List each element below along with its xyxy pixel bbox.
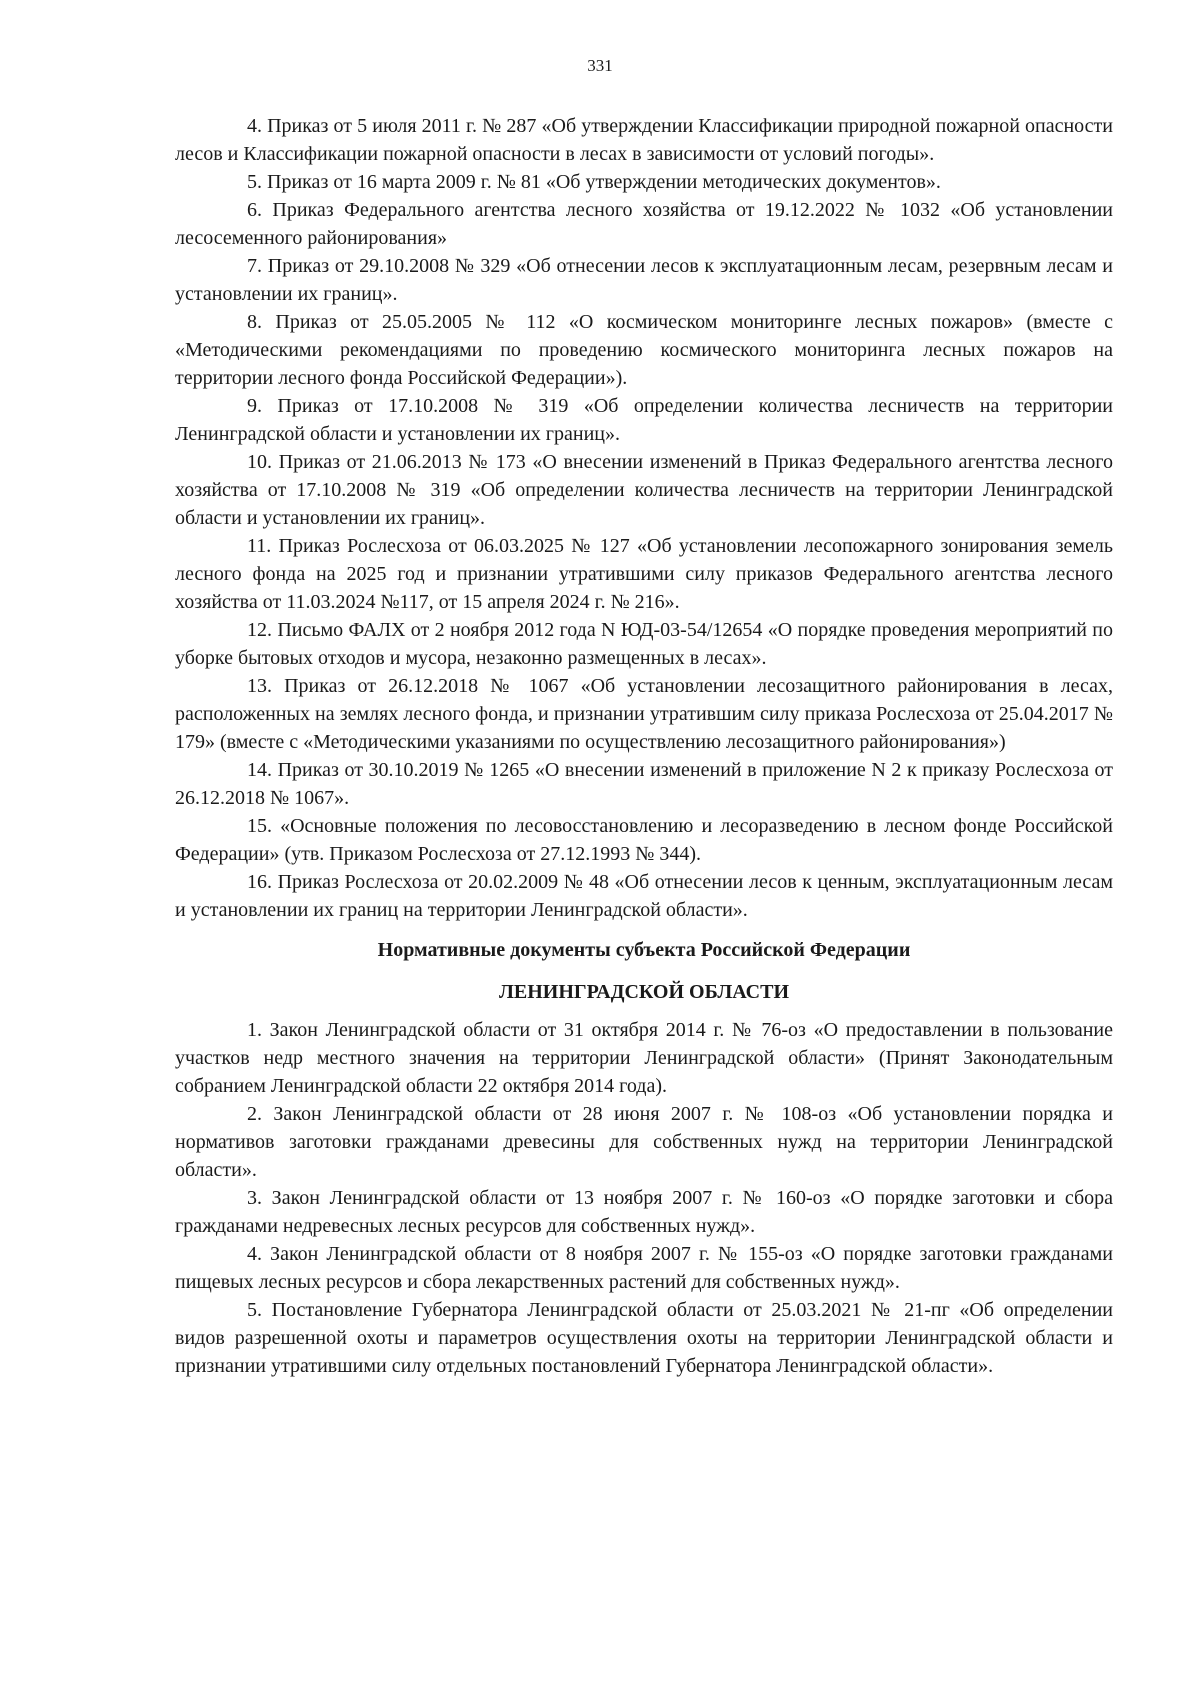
list-item: 1. Закон Ленинградской области от 31 октября 2014 г. № 76-оз «О предоставлении в пользование участков недр местного значения на территории Ленинградской области» (Принят Законодательным собранием Ленинградской области 22 октября 2014 года). (175, 1019, 1113, 1097)
list-item: 13. Приказ от 26.12.2018 № 1067 «Об установлении лесозащитного районирования в лесах, расположенных на землях лесного фонда, и признании утратившим силу приказа Рослесхоза от 25.04.2017 № 179» (вместе с «Методическими указаниями по осуществлению лесозащитного районирования») (175, 675, 1113, 753)
list-item: 9. Приказ от 17.10.2008 № 319 «Об определении количества лесничеств на территории Ленинградской области и установлении их границ». (175, 395, 1113, 445)
regional-documents-list (175, 1016, 1113, 1380)
list-item: 2. Закон Ленинградской области от 28 июня 2007 г. № 108-оз «Об установлении порядка и нормативов заготовки гражданами древесины для собственных нужд на территории Ленинградской области». (175, 1103, 1113, 1181)
list-item: 15. «Основные положения по лесовосстановлению и лесоразведению в лесном фонде Российской Федерации» (утв. Приказом Рослесхоза от 27.12.1993 № 344). (175, 815, 1113, 865)
list-item: 14. Приказ от 30.10.2019 № 1265 «О внесении изменений в приложение N 2 к приказу Рослесхоза от 26.12.2018 № 1067». (175, 759, 1113, 809)
list-item: 5. Постановление Губернатора Ленинградской области от 25.03.2021 № 21-пг «Об определении видов разрешенной охоты и параметров осуществления охоты на территории Ленинградской области и признании утратившими силу отдельных постановлений Губернатора Ленинградской области». (175, 1299, 1113, 1377)
list-item: 5. Приказ от 16 марта 2009 г. № 81 «Об утверждении методических документов». (247, 171, 941, 193)
list-item: 4. Закон Ленинградской области от 8 ноября 2007 г. № 155-оз «О порядке заготовки гражданами пищевых лесных ресурсов и сбора лекарственных растений для собственных нужд». (175, 1243, 1113, 1293)
list-item: 4. Приказ от 5 июля 2011 г. № 287 «Об утверждении Классификации природной пожарной опасности лесов и Классификации пожарной опасности в лесах в зависимости от условий погоды». (175, 115, 1113, 165)
page-number: 331 (587, 56, 613, 75)
section-heading: Нормативные документы субъекта Российской Федерации (377, 939, 911, 961)
list-item: 6. Приказ Федерального агентства лесного хозяйства от 19.12.2022 № 1032 «Об установлении лесосеменного районирования» (175, 199, 1113, 249)
list-item: 11. Приказ Рослесхоза от 06.03.2025 № 127 «Об установлении лесопожарного зонирования земель лесного фонда на 2025 год и признании утратившими силу приказов Федерального агентства лесного хозяйства от 11.03.2024 №117, от 15 апреля 2024 г. № 216». (175, 535, 1113, 613)
list-item: 16. Приказ Рослесхоза от 20.02.2009 № 48 «Об отнесении лесов к ценным, эксплуатационным лесам и установлении их границ на территории Ленинградской области». (175, 871, 1113, 921)
list-item: 12. Письмо ФАЛХ от 2 ноября 2012 года N ЮД-03-54/12654 «О порядке проведения мероприятий по уборке бытовых отходов и мусора, незаконно размещенных в лесах». (175, 619, 1113, 669)
list-item: 3. Закон Ленинградской области от 13 ноября 2007 г. № 160-оз «О порядке заготовки и сбора гражданами недревесных лесных ресурсов для собственных нужд». (175, 1187, 1113, 1237)
list-item: 7. Приказ от 29.10.2008 № 329 «Об отнесении лесов к эксплуатационным лесам, резервным лесам и установлении их границ». (175, 255, 1113, 305)
list-item: 8. Приказ от 25.05.2005 № 112 «О космическом мониторинге лесных пожаров» (вместе с «Методическими рекомендациями по проведению космического мониторинга лесных пожаров на территории лесного фонда Российской Федерации»). (175, 311, 1113, 389)
document-body (175, 112, 1113, 1380)
federal-documents-list (175, 112, 1113, 924)
list-item: 10. Приказ от 21.06.2013 № 173 «О внесении изменений в Приказ Федерального агентства лесного хозяйства от 17.10.2008 № 319 «Об определении количества лесничеств на территории Ленинградской области и установлении их границ». (175, 451, 1113, 529)
section-subheading: ЛЕНИНГРАДСКОЙ ОБЛАСТИ (498, 981, 790, 1003)
